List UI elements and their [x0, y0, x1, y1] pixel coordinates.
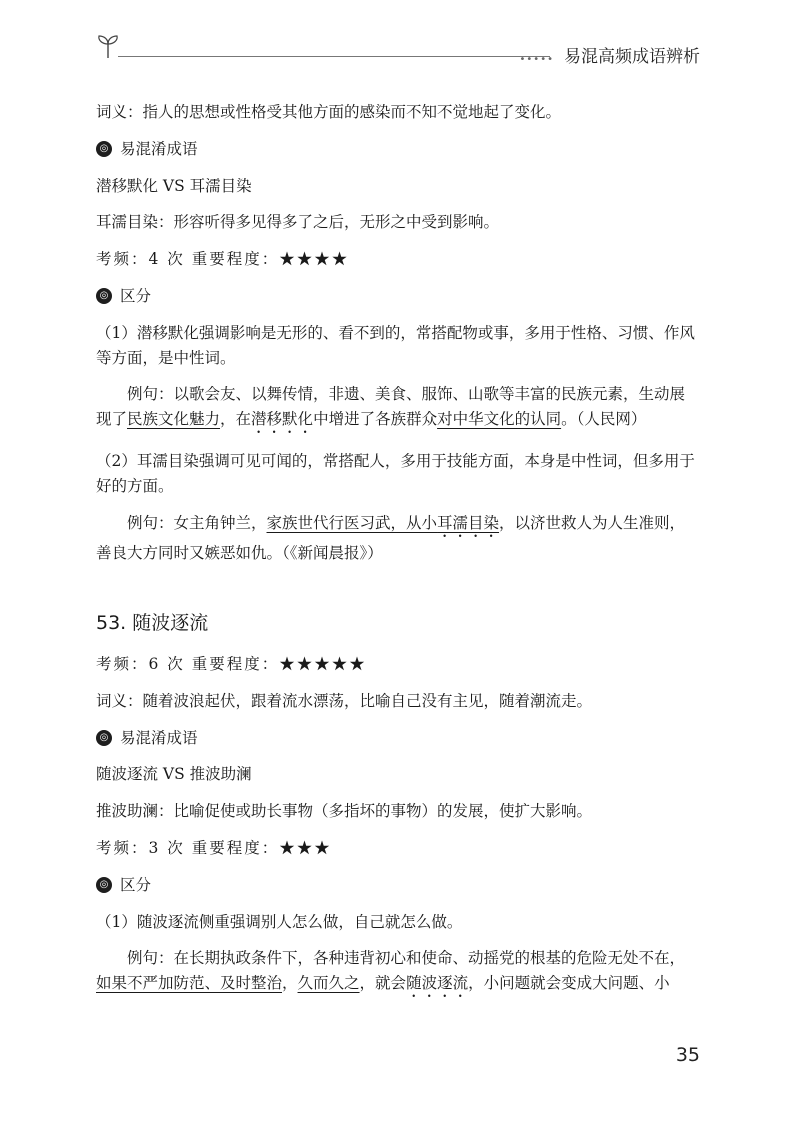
- circle-badge-icon: ◎: [96, 877, 112, 893]
- entry53-distinction-heading: [96, 873, 700, 898]
- entry53-freq: 考频：6 次 重要程度：★★★★★: [96, 654, 367, 673]
- entry52-meaning: 词义：指人的思想或性格受其他方面的感染而不知不觉地起了变化。: [96, 103, 562, 121]
- header-rule-dots: •••••: [519, 54, 554, 65]
- example-text: ，在: [220, 410, 252, 429]
- example-keyword: 随波逐流: [406, 974, 469, 993]
- entry52-point1: （1）潜移默化强调影响是无形的、看不到的，常搭配物或事，多用于性格、习惯、作风等方面，是中性词。: [96, 323, 695, 367]
- section-label: 易混淆成语: [120, 728, 198, 747]
- page-number: 35: [675, 1044, 700, 1066]
- entry52-distinction-heading: [96, 284, 700, 309]
- example-text: 例句：在长期执政条件下，各种违背初心和使命、动摇党的根基的危险无处不在，: [127, 949, 686, 968]
- page-content: [96, 100, 700, 1013]
- example-underline: 久而久之: [297, 974, 360, 993]
- entry53-title: 53. 随波逐流: [96, 611, 209, 634]
- example-underline: 民族文化魅力: [127, 410, 221, 429]
- example-text: ，就会: [359, 974, 407, 993]
- example-keyword: 耳濡目染: [437, 513, 500, 532]
- header-rule: [118, 56, 550, 57]
- example-text: 例句：女主角钟兰，: [127, 513, 267, 532]
- section-label: 区分: [120, 286, 152, 305]
- circle-badge-icon: ◎: [96, 288, 112, 304]
- example-underline: 对中华文化的认同: [437, 410, 562, 429]
- entry53-confusable-freq: 考频：3 次 重要程度：★★★: [96, 838, 332, 857]
- sprout-icon: [96, 32, 120, 60]
- header-title: 易混高频成语辨析: [564, 47, 700, 67]
- entry52-confusable-heading: [96, 137, 700, 162]
- example-text: ，: [282, 974, 298, 993]
- entry52-confusable-pair: 潜移默化 VS 耳濡目染: [96, 176, 252, 195]
- entry53-example1: [96, 946, 700, 1001]
- section-label: 易混淆成语: [120, 139, 198, 158]
- entry52-point2: （2）耳濡目染强调可见可闻的，常搭配人，多用于技能方面，本身是中性词，但多用于好的方面。: [96, 452, 695, 495]
- entry52-example1: [96, 382, 700, 437]
- example-text: 中增进了各族群众: [313, 410, 438, 429]
- example-text: ，小问题就会变成大问题、小: [468, 974, 670, 993]
- example-underline: 如果不严加防范、及时整治: [96, 974, 283, 993]
- example-text: ，以济世救人为人生准则，善良大方同时又嫉恶如仇。（《新闻晨报》）: [96, 513, 686, 562]
- entry53-confusable-heading: [96, 726, 700, 751]
- running-header: [96, 30, 700, 66]
- entry52-confusable-meaning: 耳濡目染：形容听得多见得多了之后，无形之中受到影响。: [96, 213, 500, 232]
- circle-badge-icon: ◎: [96, 730, 112, 746]
- example-text: 例句：以歌会友、以舞传情，非遗、美食、服饰、山歌等丰富的民族元素，生动展现了: [96, 385, 686, 429]
- entry52-confusable-freq: 考频：4 次 重要程度：★★★★: [96, 250, 350, 269]
- example-keyword: 潜移默化: [251, 410, 314, 429]
- entry53-confusable-meaning: 推波助澜：比喻促使或助长事物（多指坏的事物）的发展，使扩大影响。: [96, 802, 593, 821]
- entry53-point1: （1）随波逐流侧重强调别人怎么做，自己就怎么做。: [96, 912, 463, 931]
- entry53-meaning: 词义：随着波浪起伏，跟着流水漂荡，比喻自己没有主见，随着潮流走。: [96, 691, 593, 710]
- entry52-example2: [96, 511, 700, 566]
- section-label: 区分: [120, 875, 152, 894]
- entry53-confusable-pair: 随波逐流 VS 推波助澜: [96, 765, 252, 784]
- example-text: 。（人民网）: [561, 410, 647, 429]
- circle-badge-icon: ◎: [96, 141, 112, 157]
- example-underline: 家族世代行医习武，从小: [266, 513, 438, 532]
